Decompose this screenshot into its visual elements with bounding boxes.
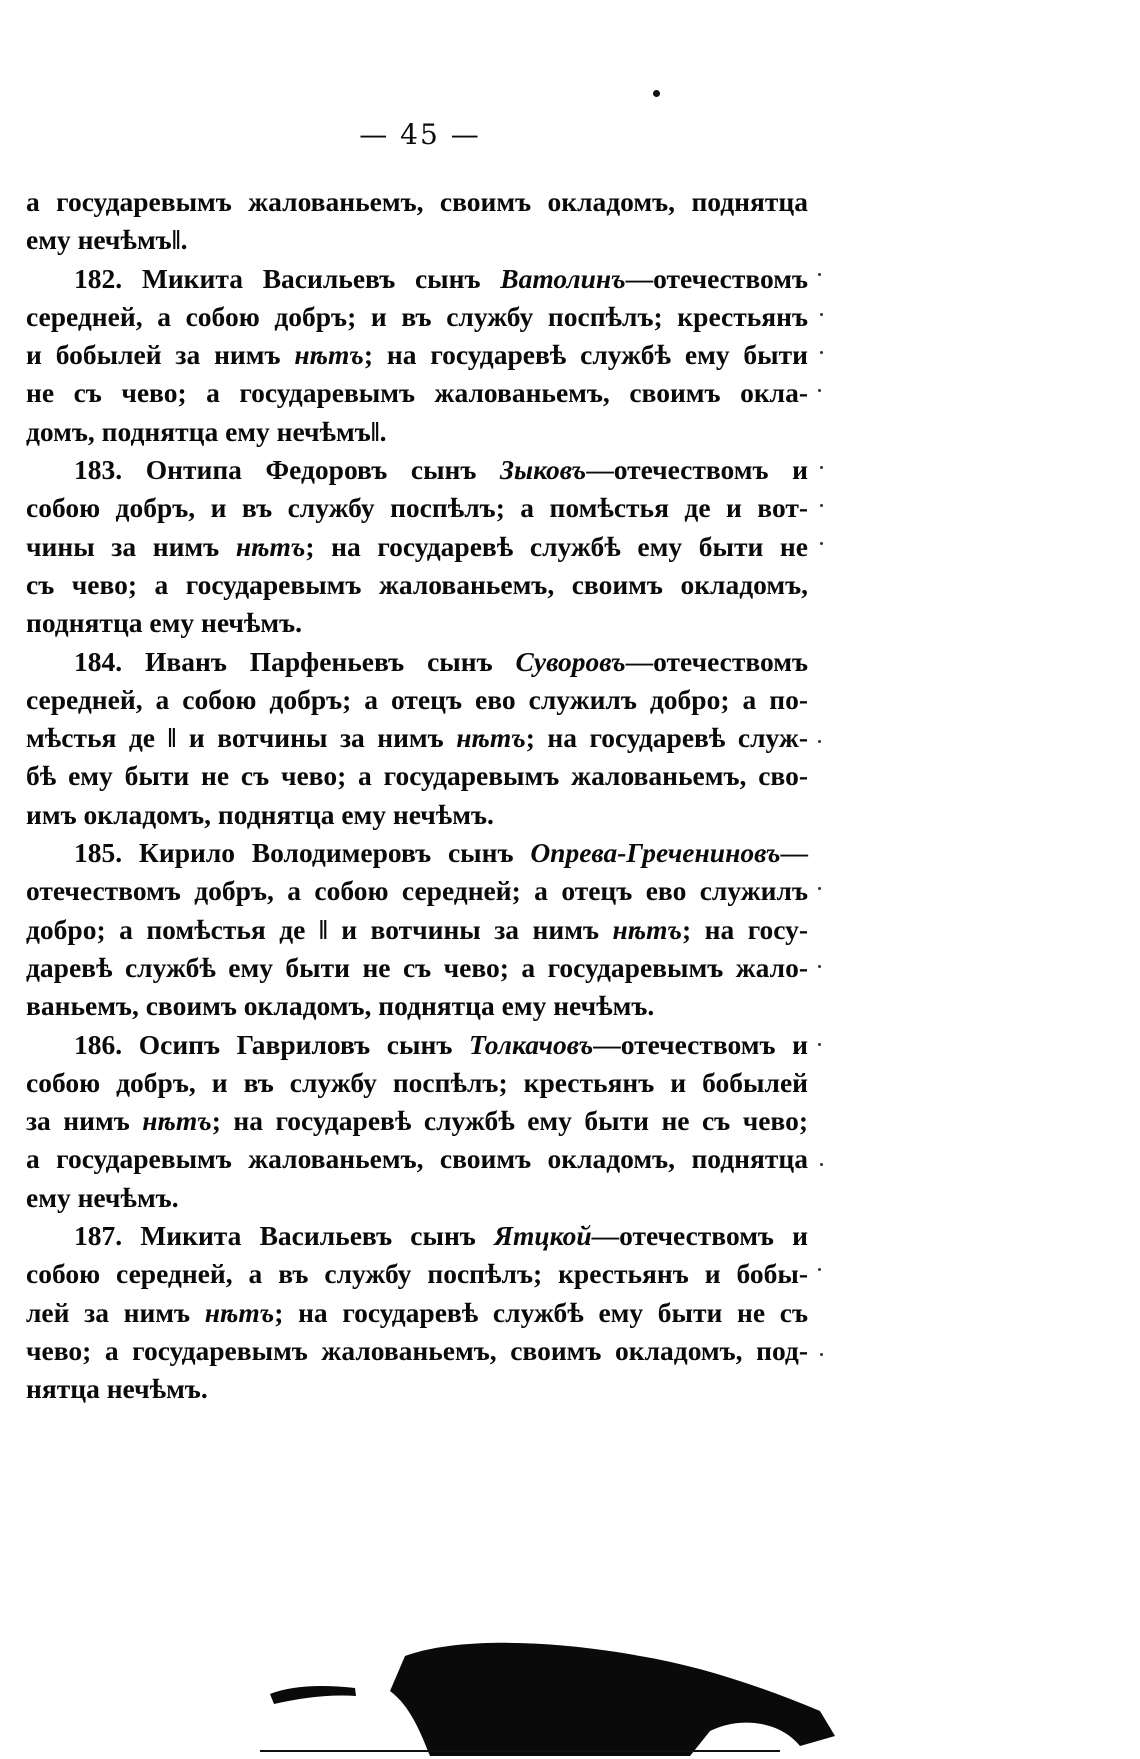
surname-italic: нѣтъ [294, 339, 364, 371]
body-text [26, 183, 808, 1409]
text-line: чины за нимъ нѣтъ; на государевѣ службѣ ему быти не [26, 530, 808, 562]
ink-stain-graphic [260, 1636, 850, 1756]
text-line: имъ окладомъ, поднятца ему нечѣмъ. [26, 798, 494, 830]
text-line: и бобылей за нимъ нѣтъ; на государевѣ службѣ ему быти [26, 339, 808, 371]
text-line: чево; а государевымъ жалованьемъ, своимъ окладомъ, под- [26, 1334, 808, 1366]
surname-italic: нѣтъ [456, 722, 526, 754]
page-number: — 45 — [359, 118, 481, 151]
surname-italic: Толкачовъ [468, 1028, 594, 1060]
text-line: за нимъ нѣтъ; на государевѣ службѣ ему быти не съ чево; [26, 1105, 808, 1137]
text-line: собою середней, а въ службу поспѣлъ; крестьянъ и бобы- [26, 1258, 808, 1290]
ink-dot [653, 90, 660, 97]
text-line: 187. Микита Васильевъ сынъ Ятцкой—отечествомъ и [74, 1220, 808, 1252]
text-line: 182. Микита Васильевъ сынъ Ватолинъ—отечествомъ [74, 262, 808, 294]
surname-italic: Опрева-Гречениновъ [530, 837, 781, 869]
text-line: нятца нечѣмъ. [26, 1373, 208, 1405]
text-line: собою добръ, и въ службу поспѣлъ; крестьянъ и бобылей [26, 1066, 808, 1098]
text-line: а государевымъ жалованьемъ, своимъ окладомъ, поднятца [26, 186, 808, 217]
text-line: 185. Кирило Володимеровъ сынъ Опрева-Гречениновъ— [74, 837, 808, 869]
surname-italic: Суворовъ [515, 645, 626, 677]
text-line: середней, а собою добръ; и въ службу поспѣлъ; крестьянъ [26, 300, 808, 332]
surname-italic: Зыковъ [500, 454, 587, 486]
text-line: собою добръ, и въ службу поспѣлъ; а помѣстья де и вот- [26, 492, 808, 524]
text-line: ему нечѣмъ‖. [26, 224, 188, 256]
surname-italic: Ватолинъ [500, 262, 626, 294]
text-line: поднятца ему нечѣмъ. [26, 607, 302, 639]
text-line: ему нечѣмъ. [26, 1181, 179, 1213]
surname-italic: нѣтъ [235, 530, 306, 562]
text-line: не съ чево; а государевымъ жалованьемъ, своимъ окла- [26, 377, 808, 409]
text-line: добро; а помѣстья де ‖ и вотчины за нимъ нѣтъ; на госу- [26, 913, 808, 945]
text-line: а государевымъ жалованьемъ, своимъ окладомъ, поднятца [26, 1143, 808, 1175]
text-line: 183. Онтипа Федоровъ сынъ Зыковъ—отечествомъ и [74, 454, 808, 486]
text-line: 186. Осипъ Гавриловъ сынъ Толкачовъ—отечествомъ и [74, 1028, 808, 1060]
text-line: середней, а собою добръ; а отецъ ево служилъ добро; а по- [26, 683, 808, 715]
text-line: отечествомъ добръ, а собою середней; а отецъ ево служилъ [26, 875, 808, 907]
text-line: съ чево; а государевымъ жалованьемъ, своимъ окладомъ, [26, 568, 808, 600]
surname-italic: Ятцкой [494, 1220, 592, 1252]
text-line: 184. Иванъ Парфеньевъ сынъ Суворовъ—отечествомъ [74, 645, 808, 677]
text-line: мѣстья де ‖ и вотчины за нимъ нѣтъ; на государевѣ служ- [26, 722, 808, 754]
text-line: домъ, поднятца ему нечѣмъ‖. [26, 415, 387, 447]
text-line: бѣ ему быти не съ чево; а государевымъ жалованьемъ, сво- [26, 760, 808, 792]
surname-italic: нѣтъ [204, 1296, 275, 1328]
text-line: даревѣ службѣ ему быти не съ чево; а государевымъ жало- [26, 951, 808, 983]
surname-italic: нѣтъ [612, 913, 682, 945]
surname-italic: нѣтъ [142, 1105, 212, 1137]
text-line: лей за нимъ нѣтъ; на государевѣ службѣ ему быти не съ [26, 1296, 809, 1328]
text-line: ваньемъ, своимъ окладомъ, поднятца ему нечѣмъ. [26, 990, 655, 1022]
